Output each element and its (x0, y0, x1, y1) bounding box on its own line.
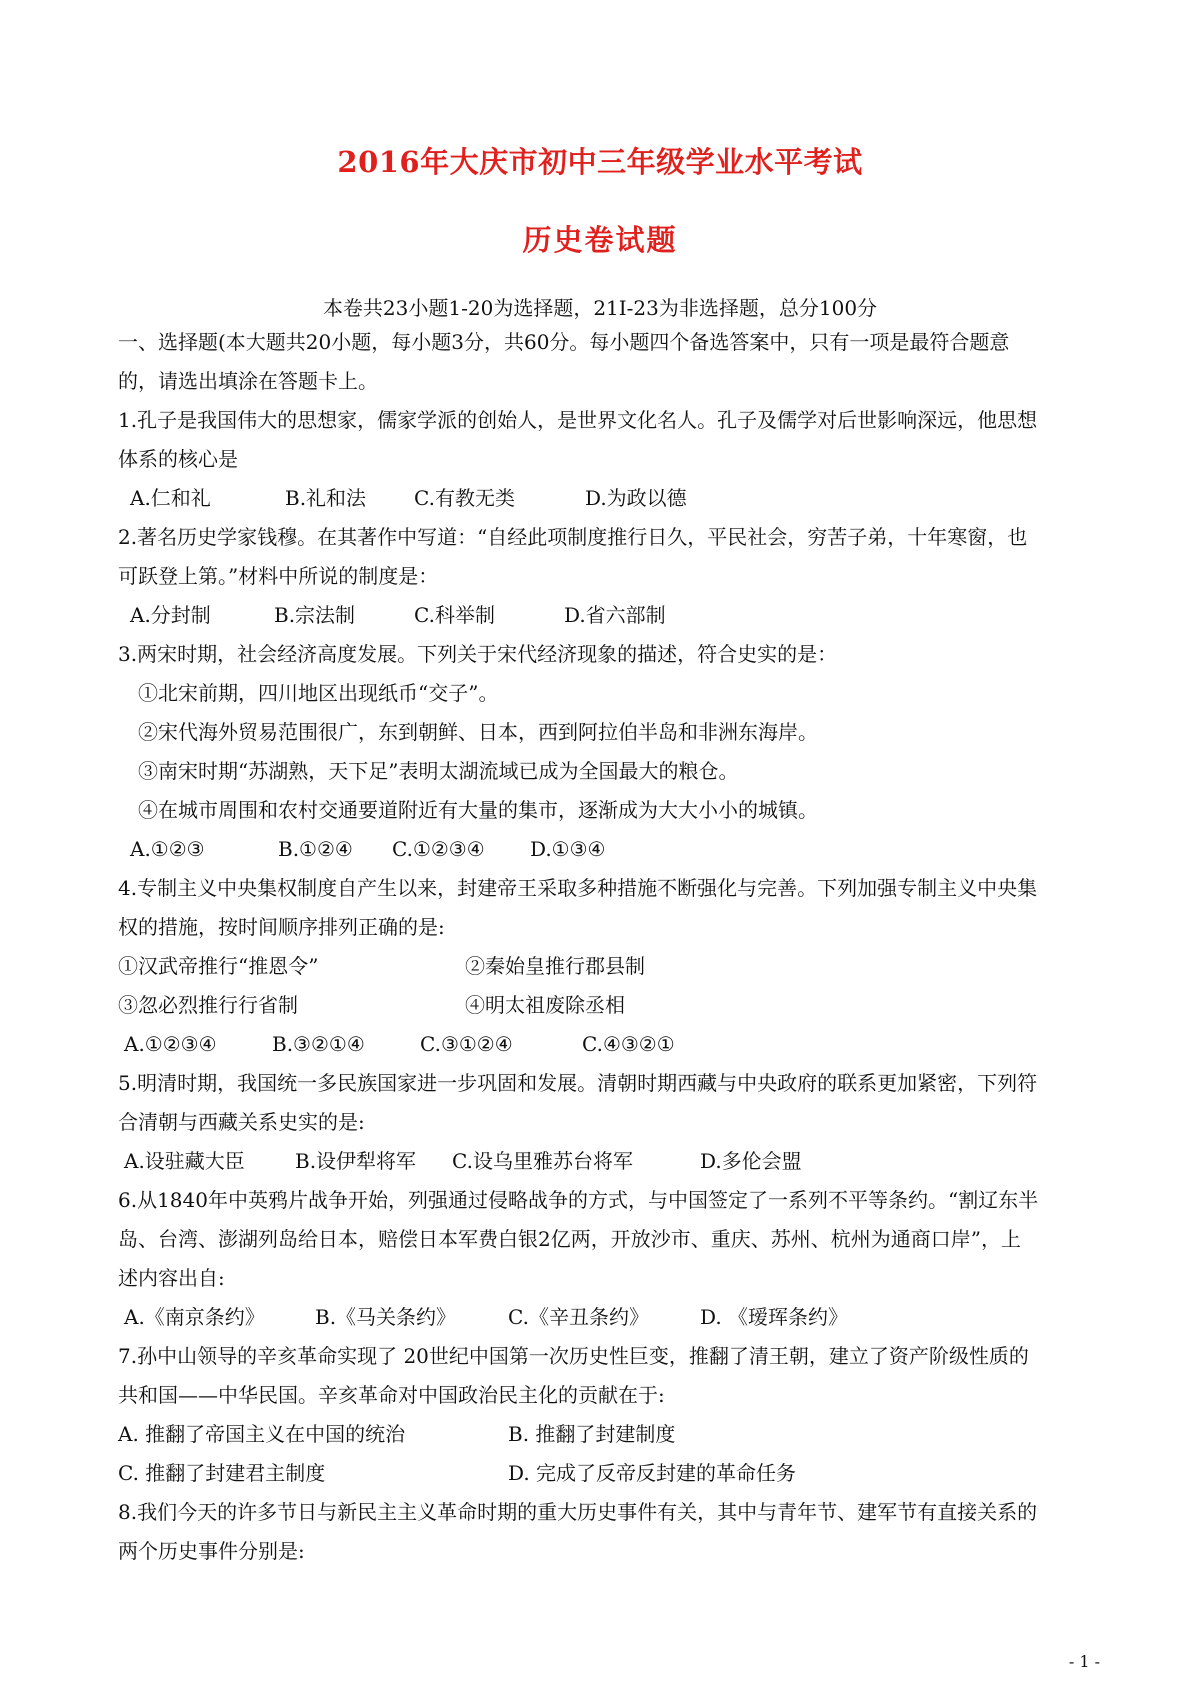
question-3-option-b: B.①②④ (278, 837, 353, 861)
question-4-option-c: C.③①②④ (420, 1032, 513, 1056)
question-5-option-c: C.设乌里雅苏台将军 (452, 1149, 633, 1173)
question-1-option-a: A.仁和礼 (130, 486, 211, 510)
question-3-line-1: 3.两宋时期，社会经济高度发展。下列关于宋代经济现象的描述，符合史实的是： (118, 642, 838, 666)
question-8-line-1: 8.我们今天的许多节日与新民主主义革命时期的重大历史事件有关，其中与青年节、建军节有直接关系的 (118, 1500, 1038, 1524)
question-2-option-d: D.省六部制 (564, 603, 666, 627)
question-8-line-2: 两个历史事件分别是: (118, 1539, 305, 1563)
section-heading-line-2: 的，请选出填涂在答题卡上。 (118, 369, 378, 393)
question-4-item-2: ②秦始皇推行郡县制 (465, 954, 645, 978)
question-3-option-c: C.①②③④ (392, 837, 485, 861)
exam-subtitle: 历史卷试题 (522, 223, 678, 257)
question-4-line-1: 4.专制主义中央集权制度自产生以来，封建帝王采取多种措施不断强化与完善。下列加强专制主义中央集 (118, 876, 1038, 900)
question-6-option-d: D. 《瑷珲条约》 (700, 1305, 849, 1329)
question-6-line-2: 岛、台湾、澎湖列岛给日本，赔偿日本军费白银2亿两，开放沙市、重庆、苏州、杭州为通商口岸”，上 (118, 1227, 1021, 1251)
question-1-option-b: B.礼和法 (285, 486, 367, 510)
question-7-option-a: A. 推翻了帝国主义在中国的统治 (118, 1422, 406, 1446)
question-3-item-2: ②宋代海外贸易范围很广，东到朝鲜、日本，西到阿拉伯半岛和非洲东海岸。 (138, 720, 818, 744)
question-1-option-d: D.为政以德 (585, 486, 687, 510)
question-3-option-a: A.①②③ (130, 837, 205, 861)
question-7-option-b: B. 推翻了封建制度 (508, 1422, 676, 1446)
question-2-option-a: A.分封制 (130, 603, 211, 627)
question-2-line-2: 可跃登上第。”材料中所说的制度是： (118, 564, 439, 588)
question-1-line-2: 体系的核心是 (118, 447, 238, 471)
question-3-option-d: D.①③④ (530, 837, 606, 861)
question-7-option-d: D. 完成了反帝反封建的革命任务 (508, 1461, 797, 1485)
question-5-option-b: B.设伊犁将军 (295, 1149, 417, 1173)
question-4-line-2: 权的措施，按时间顺序排列正确的是: (118, 915, 445, 939)
question-4-item-1: ①汉武帝推行“推恩令” (118, 954, 319, 978)
question-6-option-c: C.《辛丑条约》 (508, 1305, 649, 1329)
question-3-item-4: ④在城市周围和农村交通要道附近有大量的集市，逐渐成为大大小小的城镇。 (138, 798, 818, 822)
question-6-option-a: A.《南京条约》 (124, 1305, 265, 1329)
page-number: - 1 - (1068, 1652, 1100, 1671)
question-4-item-3: ③忽必烈推行行省制 (118, 993, 298, 1017)
question-4-item-4: ④明太祖废除丞相 (465, 993, 625, 1017)
question-6-line-3: 述内容出自: (118, 1266, 225, 1290)
question-7-line-1: 7.孙中山领导的辛亥革命实现了 20世纪中国第一次历史性巨变，推翻了清王朝，建立了资产阶级性质的 (118, 1344, 1029, 1368)
question-5-option-a: A.设驻藏大臣 (124, 1149, 245, 1173)
exam-intro: 本卷共23小题1-20为选择题，21I-23为非选择题，总分100分 (322, 296, 878, 320)
question-1-option-c: C.有教无类 (414, 486, 515, 510)
question-7-option-c: C. 推翻了封建君主制度 (118, 1461, 326, 1485)
section-heading-line-1: 一、选择题(本大题共20小题，每小题3分，共60分。每小题四个备选答案中，只有一项是最符合题意 (118, 330, 1010, 354)
question-2-option-b: B.宗法制 (274, 603, 356, 627)
question-4-option-b: B.③②①④ (272, 1032, 365, 1056)
question-3-item-3: ③南宋时期“苏湖熟，天下足”表明太湖流域已成为全国最大的粮仓。 (138, 759, 739, 783)
exam-title: 2016年大庆市初中三年级学业水平考试 (337, 145, 863, 179)
question-5-line-1: 5.明清时期，我国统一多民族国家进一步巩固和发展。清朝时期西藏与中央政府的联系更加紧密，下列符 (118, 1071, 1038, 1095)
question-2-option-c: C.科举制 (414, 603, 495, 627)
question-5-line-2: 合清朝与西藏关系史实的是: (118, 1110, 365, 1134)
question-3-item-1: ①北宋前期，四川地区出现纸币“交子”。 (138, 681, 499, 705)
question-4-option-d: C.④③②① (582, 1032, 675, 1056)
question-7-line-2: 共和国——中华民国。辛亥革命对中国政治民主化的贡献在于: (118, 1383, 665, 1407)
question-6-line-1: 6.从1840年中英鸦片战争开始，列强通过侵略战争的方式，与中国签定了一系列不平等条约。“割辽东半 (118, 1188, 1039, 1212)
question-2-line-1: 2.著名历史学家钱穆。在其著作中写道：“自经此项制度推行日久，平民社会，穷苦子弟，十年寒窗，也 (118, 525, 1028, 549)
question-1-line-1: 1.孔子是我国伟大的思想家，儒家学派的创始人，是世界文化名人。孔子及儒学对后世影响深远，他思想 (118, 408, 1038, 432)
question-5-option-d: D.多伦会盟 (700, 1149, 802, 1173)
question-6-option-b: B.《马关条约》 (315, 1305, 457, 1329)
question-4-option-a: A.①②③④ (124, 1032, 217, 1056)
